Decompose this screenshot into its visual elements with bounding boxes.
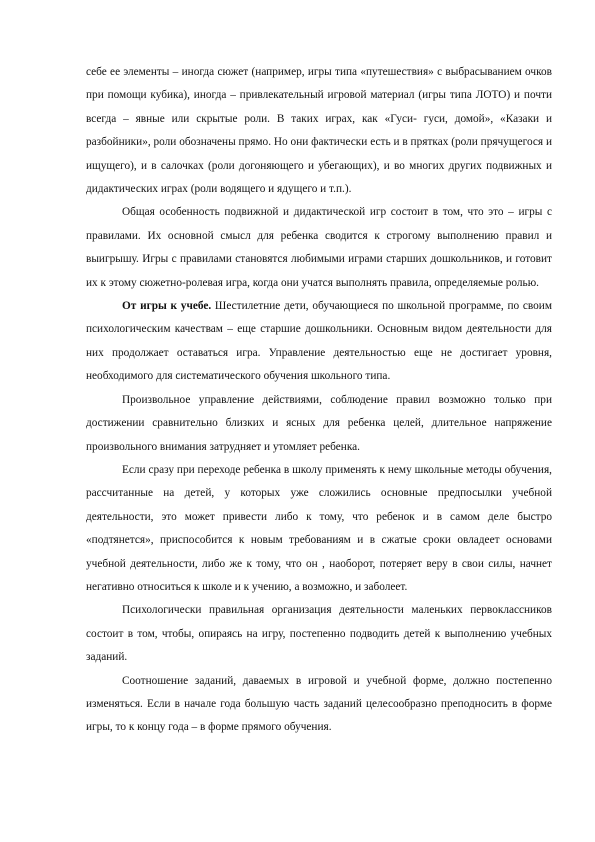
paragraph-voluntary-control [86,389,552,459]
paragraph-rules-games [86,201,552,295]
paragraph-play-to-study [86,295,552,389]
paragraph-text: Психологически правильная организация деятельности маленьких первоклассников состоит в том, чтобы, опираясь на игру, постепенно подводить детей к выполнению учебных заданий. [86,604,552,664]
paragraph-organization [86,599,552,669]
paragraph-text: Соотношение заданий, даваемых в игровой и учебной форме, должно постепенно изменяться. Если в начале года большую часть заданий целесообразно преподносить в форме игры, то к концу года – в форме прямого обучения. [86,674,552,734]
paragraph-task-ratio [86,670,552,740]
paragraph-continuation [86,61,552,201]
paragraph-text: Шестилетние дети, обучающиеся по школьной программе, по своим психологическим качествам – еще старшие дошкольники. Основным видом деятельности для них продолжает оставаться игра. Управление деятельностью еще не достигает уровня, необходимого для систематического обучения школьного типа. [86,300,552,383]
paragraph-text: Произвольное управление действиями, соблюдение правил возможно только при достижении сравнительно близких и ясных для ребенка целей, длительное напряжение произвольного внимания затрудняет и утомляет ребенка. [86,393,552,453]
paragraph-school-methods [86,459,552,599]
paragraph-text: себе ее элементы – иногда сюжет (например, игры типа «путешествия» с выбрасыванием очков при помощи кубика), иногда – привлекательный игровой материал (игры типа ЛОТО) и почти всегда – явные или скрытые роли. В таких играх, как «Гуси- гуси, домой», «Казаки и разбойники», роли обозначены прямо. Но они фактически есть и в прятках (роли прячущегося и ищущего), и в салочках (роли догоняющего и убегающих), и во многих других подвижных и дидактических играх (роли водящего и ядущего и т.п.). [86,66,552,196]
paragraph-text: Общая особенность подвижной и дидактической игр состоит в том, что это – игры с правилами. Их основной смысл для ребенка сводится к строгому выполнению правил и выигрышу. Игры с правилами становятся любимыми играми старших дошкольников, и готовит их к этому сюжетно-ролевая игра, когда они учатся выполнять правила, определяемые ролью. [86,206,552,289]
paragraph-heading: От игры к учебе. [122,300,212,313]
paragraph-text: Если сразу при переходе ребенка в школу применять к нему школьные методы обучения, рассчитанные на детей, у которых уже сложились основные предпосылки учебной деятельности, это может привести либо к тому, что ребенок и в самом деле быстро «подтянется», приспособится к новым требованиям и в сжатые сроки овладеет основами учебной деятельности, либо же к тому, что он , наоборот, потеряет веру в свои силы, начнет негативно относиться к школе и к учению, а возможно, и заболеет. [86,463,552,593]
